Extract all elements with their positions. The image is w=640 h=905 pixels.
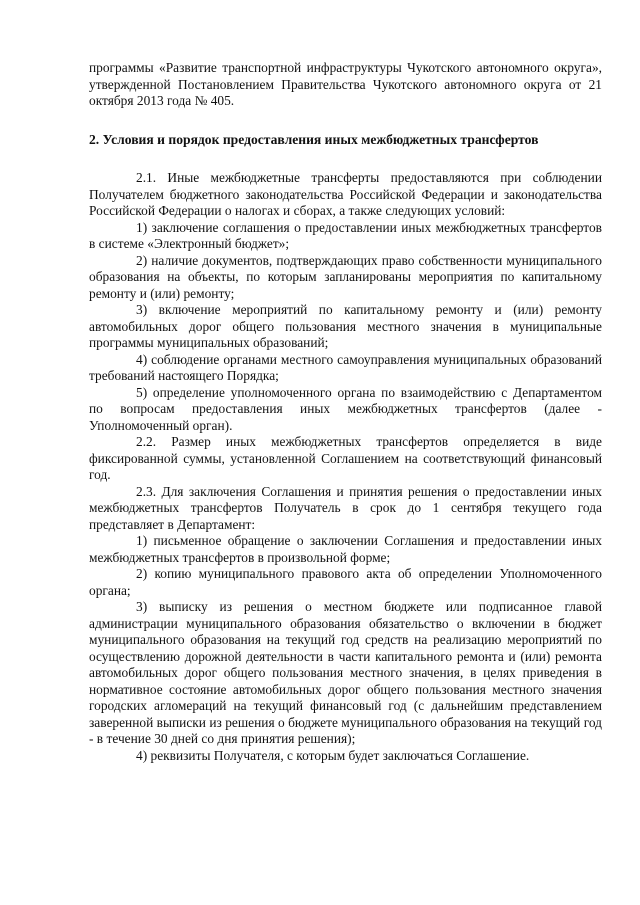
condition-1: 1) заключение соглашения о предоставлении иных межбюджетных трансфертов в системе «Электронный бюджет»; [89, 219, 602, 251]
condition-5: 5) определение уполномоченного органа по взаимодействию с Департаментом по вопросам предоставления иных межбюджетных трансфертов (далее - Уполномоченный орган). [89, 384, 602, 433]
document-item-4: 4) реквизиты Получателя, с которым будет заключаться Соглашение. [136, 747, 530, 763]
document-item-2: 2) копию муниципального правового акта об определении Уполномоченного органа; [89, 566, 602, 598]
paragraph-2-1: 2.1. Иные межбюджетные трансферты предоставляются при соблюдении Получателем бюджетного законодательства Российской Федерации и законодательства Российской Федерации о налогах и сборах, а также следующих условий: [89, 170, 602, 218]
intro-paragraph: программы «Развитие транспортной инфраструктуры Чукотского автономного округа», утвержденной Постановлением Правительства Чукотского автономного округа от 21 октября 2013 года № 405. [89, 60, 602, 108]
document-item-1: 1) письменное обращение о заключении Соглашения и предоставлении иных межбюджетных трансфертов в произвольной форме; [89, 533, 602, 565]
condition-4: 4) соблюдение органами местного самоуправления муниципальных образований требований настоящего Порядка; [89, 351, 602, 383]
condition-2: 2) наличие документов, подтверждающих право собственности муниципального образования на объекты, по которым запланированы мероприятия по капитальному ремонту и (или) ремонту; [89, 252, 602, 301]
condition-3: 3) включение мероприятий по капитальному ремонту и (или) ремонту автомобильных дорог общего пользования местного значения в муниципальные программы муниципальных образований; [89, 302, 602, 350]
paragraph-2-2: 2.2. Размер иных межбюджетных трансфертов определяется в виде фиксированной суммы, установленной Соглашением на соответствующий финансовый год. [89, 434, 602, 482]
paragraph-2-3: 2.3. Для заключения Соглашения и принятия решения о предоставлении иных межбюджетных трансфертов Получатель в срок до 1 сентября текущего года представляет в Департамент: [89, 483, 602, 532]
section-title: 2. Условия и порядок предоставления иных межбюджетных трансфертов [89, 131, 539, 147]
document-item-3: 3) выписку из решения о местном бюджете или подписанное главой администрации муниципального образования обязательство о включении в бюджет муниципального образования на текущий год средств на реализацию мероприятий по осуществлению дорожной деятельности в части капитального ремонта и (или) ремонта автомобильных дорог общего пользования местного значения, в целях приведения в нормативное состояние автомобильных дорог общего пользования местного значения городских агломераций на текущий финансовый год (с дальнейшим представлением заверенной выписки из решения о бюджете муниципального образования на текущий год - в течение 30 дней со дня принятия решения); [89, 599, 602, 746]
